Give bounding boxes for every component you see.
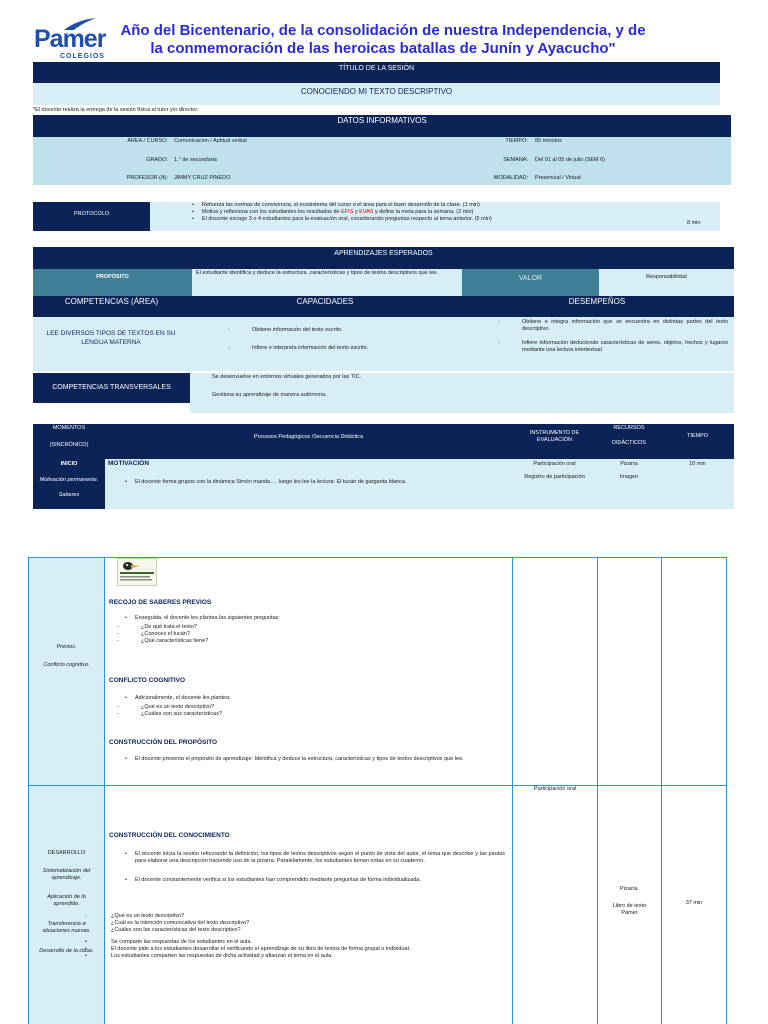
modalidad-value: Presencial / Virtual: [535, 175, 581, 181]
desarrollo-rec-2: Libro de texto Pamer: [612, 903, 647, 916]
col-momentos: MOMENTOS (SINCRÓNICO): [33, 424, 105, 459]
logo-subtitle: COLEGIOS: [60, 53, 105, 60]
desarrollo-sub-3: Transferencia a situaciones nuevas.: [42, 921, 91, 934]
valor-value: Responsabilidad: [599, 269, 734, 296]
protocolo-label: PROTOCOLO: [33, 202, 150, 231]
grado-value: 1.° de secundaria: [174, 157, 217, 163]
toucan-image-icon: [118, 559, 156, 585]
semana-label: SEMANA:: [503, 157, 528, 163]
recojo-question-1: - ¿De qué trata el texto?: [111, 624, 411, 631]
desempeno-item-1: - Obtiene e integra información que se encuentra en distintas partes del texto descriptivo.: [492, 319, 728, 333]
transversales-panel: [190, 373, 734, 413]
area-label: ÁREA / CURSO:: [127, 138, 168, 144]
p2-procesos-cell: [104, 557, 513, 786]
area-value: Comunicacion / Aptitud verbal: [174, 138, 247, 144]
col-procesos: Procesos Pedagógicos /Secuencia Didáctica: [105, 424, 512, 459]
inicio-label: INICIO: [60, 461, 78, 467]
col-instrumento: INSTRUMENTO DE EVALUACIÓN: [512, 424, 597, 459]
session-note: *El docente realiza la entrega de la sesión física al tutor y/o director.: [33, 107, 199, 113]
protocolo-item-1: • Refuerza las normas de convivencia, el ecosistema del curso o el área para el buen desarrollo de la clase. (1 min): [172, 202, 652, 209]
desarrollo-instr-value: Participación oral: [533, 786, 577, 792]
valor-label: VALOR: [462, 269, 599, 296]
protocolo-item-3: • El docente escoge 3 o 4 estudiantes para la evaluación oral, considerando preguntas respecto al tema anterior. (5 min): [172, 216, 652, 223]
proposito-label: PROPÓSITO: [33, 269, 192, 296]
p2-recursos-cell: [597, 557, 662, 786]
semana-value: Del 01 al 05 de julio (SEM 6): [535, 157, 606, 163]
conocimiento-title: CONSTRUCCIÓN DEL CONOCIMIENTO: [109, 832, 230, 839]
inicio-procesos: [105, 459, 512, 509]
logo-name: Pamer: [34, 25, 106, 53]
conocimiento-paragraph-1: • El docente inicia la sesión reforzando la definición, los tipos de textos descriptivos según el punto de vista del autor, el tema que describe y las pautas para elaborar una descripción haciendo uso de la pizarra. Paralelamente, los estudiantes toman notas en su cuaderno.: [105, 851, 505, 865]
protocolo-time: 8 min: [687, 220, 701, 226]
recojo-question-3: - ¿Qué características tiene?: [111, 638, 411, 645]
recojo-title: RECOJO DE SABERES PREVIOS: [109, 599, 212, 606]
desarrollo-instrumento: [512, 785, 598, 1024]
desarrollo-sub-4: Desarrollo de la clase.: [39, 948, 94, 954]
p2-tiempo-cell: [661, 557, 727, 786]
conocimiento-question-3: - ¿Cuáles son las características del texto descriptivo?: [79, 927, 501, 934]
recojo-intro: • Enseguida, el docente les plantea las siguientes preguntas:: [105, 615, 505, 622]
conflicto-title: CONFLICTO COGNITIVO: [109, 677, 186, 684]
transversales-label: COMPETENCIAS TRANSVERSALES: [33, 373, 190, 403]
recojo-question-2: - ¿Conoces el tucán?: [111, 631, 411, 638]
aprendizajes-header: APRENDIZAJES ESPERADOS: [33, 247, 734, 269]
desarrollo-label: DESARROLLO: [47, 850, 86, 856]
construccion-proposito-text: • El docente presenta el propósito de aprendizaje: Identifica y deduce la estructura, características y tipos de textos descriptivos que lee.: [105, 756, 505, 763]
col-tiempo: TIEMPO: [661, 424, 734, 459]
col-recursos: RECURSOS DIDÁCTICOS: [597, 424, 661, 459]
pamer-logo: [34, 16, 104, 60]
banner-clip: [118, 22, 658, 66]
inicio-time: 10 min: [661, 459, 734, 509]
desarrollo-recursos: [597, 785, 662, 1024]
grado-label: GRADO:: [146, 157, 168, 163]
protocolo-panel: [150, 202, 720, 231]
desarrollo-sub-1: Sistematización del aprendizaje.: [42, 868, 91, 881]
tiempo-label: TIEMPO:: [505, 138, 528, 144]
capacidad-item-1: - Obtiene información del texto escrito.: [222, 327, 452, 334]
conflicto-intro: • Adicionalmente, el docente les plantea:: [105, 695, 505, 702]
datos-header: DATOS INFORMATIVOS: [33, 115, 731, 137]
protocolo-item-2: • Motiva y reflexiona con los estudiantes los resultados de EFIS y EVAS y define la meta para la semana. (2 min): [172, 209, 652, 216]
session-title: CONOCIENDO MI TEXTO DESCRIPTIVO: [33, 83, 720, 105]
transversal-item-2: Gestiona su aprendizaje de manera autónoma.: [212, 392, 327, 398]
desarrollo-rec-1: Pizarra.: [620, 886, 639, 892]
tiempo-value: 80 minutos: [535, 138, 562, 144]
desarrollo-sub-2: Aplicación de lo aprendido.: [47, 894, 86, 907]
conflicto-question-1: - ¿Qué es un texto descriptivo?: [111, 704, 411, 711]
competencia-text: LEE DIVERSOS TIPOS DE TEXTOS EN SU LENGUA MATERNA: [46, 330, 176, 346]
p2-momento-2: Conflicto cognitivo.: [43, 662, 90, 668]
p2-momento-cell: [28, 557, 105, 786]
inicio-cell: [33, 459, 105, 509]
inicio-instrumento: Participación oral Registro de participación: [512, 459, 597, 509]
desarrollo-tiempo: [661, 785, 727, 1024]
capacidad-item-2: - Infiere e interpreta información del texto escrito.: [222, 345, 452, 352]
conocimiento-bullet-3: • Los estudiantes comparten las respuestas de dicha actividad y afianzan el tema en el aula.: [79, 953, 507, 960]
proposito-text: El estudiante identifica y deduce la estructura ,características y tipos de textos descriptivos que lee.: [196, 270, 439, 276]
motivacion-text: • El docente forma grupos con la dinámica Simón manda…. luego les lee la lectura: El tucán de garganta blanca.: [105, 479, 495, 486]
construccion-proposito-title: CONSTRUCCIÓN DEL PROPÓSITO: [109, 739, 218, 746]
bicentenario-banner: Año del Bicentenario, de la consolidación de nuestra Independencia, y de la conmemoración de las heroicas batallas de Junín y Ayacucho": [120, 22, 646, 57]
modalidad-label: MODALIDAD:: [493, 175, 528, 181]
competencias-label: COMPETENCIAS (ÁREA): [33, 296, 190, 317]
desempenos-label: DESEMPEÑOS: [460, 296, 734, 317]
desarrollo-procesos: [104, 785, 513, 1024]
profesor-label: PROFESOR (A):: [126, 175, 168, 181]
proposito-panel: [192, 269, 462, 296]
lecture-thumbnail: [117, 558, 157, 586]
desarrollo-cell: [28, 785, 105, 1024]
desempeno-item-2: - Infiere información deduciendo características de seres, objetos, hechos y lugares mediante una lectura intertextual: [492, 340, 728, 354]
conocimiento-paragraph-2: • El docente constantemente verifica si los estudiantes han comprendido mediante preguntas de forma individualizada.: [105, 877, 505, 884]
conocimiento-question-2: - ¿Cuál es la intención comunicativa del texto descriptivo?: [79, 920, 501, 927]
conflicto-question-2: - ¿Cuáles son sus características?: [111, 711, 411, 718]
inicio-sub-2: Saberes: [58, 492, 80, 498]
desarrollo-time: 37 min: [685, 900, 703, 906]
inicio-sub-1: Motivación permanente.: [39, 477, 99, 483]
conocimiento-question-1: - ¿Qué es un texto descriptivo?: [79, 913, 501, 920]
motivacion-title: MOTIVACIÓN: [108, 460, 150, 467]
inicio-recursos: Pizarra Imagen: [597, 459, 661, 509]
conocimiento-bullet-1: • Se comparte las respuestas de los estudiantes en el aula.: [79, 939, 507, 946]
capacidades-label: CAPACIDADES: [190, 296, 460, 317]
p2-instrumento-cell: [512, 557, 598, 786]
transversal-item-1: Se desenvuelve en entornos virtuales generados por las TIC.: [212, 374, 362, 380]
conocimiento-bullet-2: • El docente pide a los estudiantes desarrollar el verificando el aprendizaje de su libro de textos de forma grupal o individual.: [79, 946, 507, 953]
p2-momento-1: Previos.: [56, 644, 77, 650]
profesor-value: JIMMY CRUZ PINEDO: [174, 175, 231, 181]
session-title-label: TÍTULO DE LA SESIÓN: [33, 62, 720, 83]
